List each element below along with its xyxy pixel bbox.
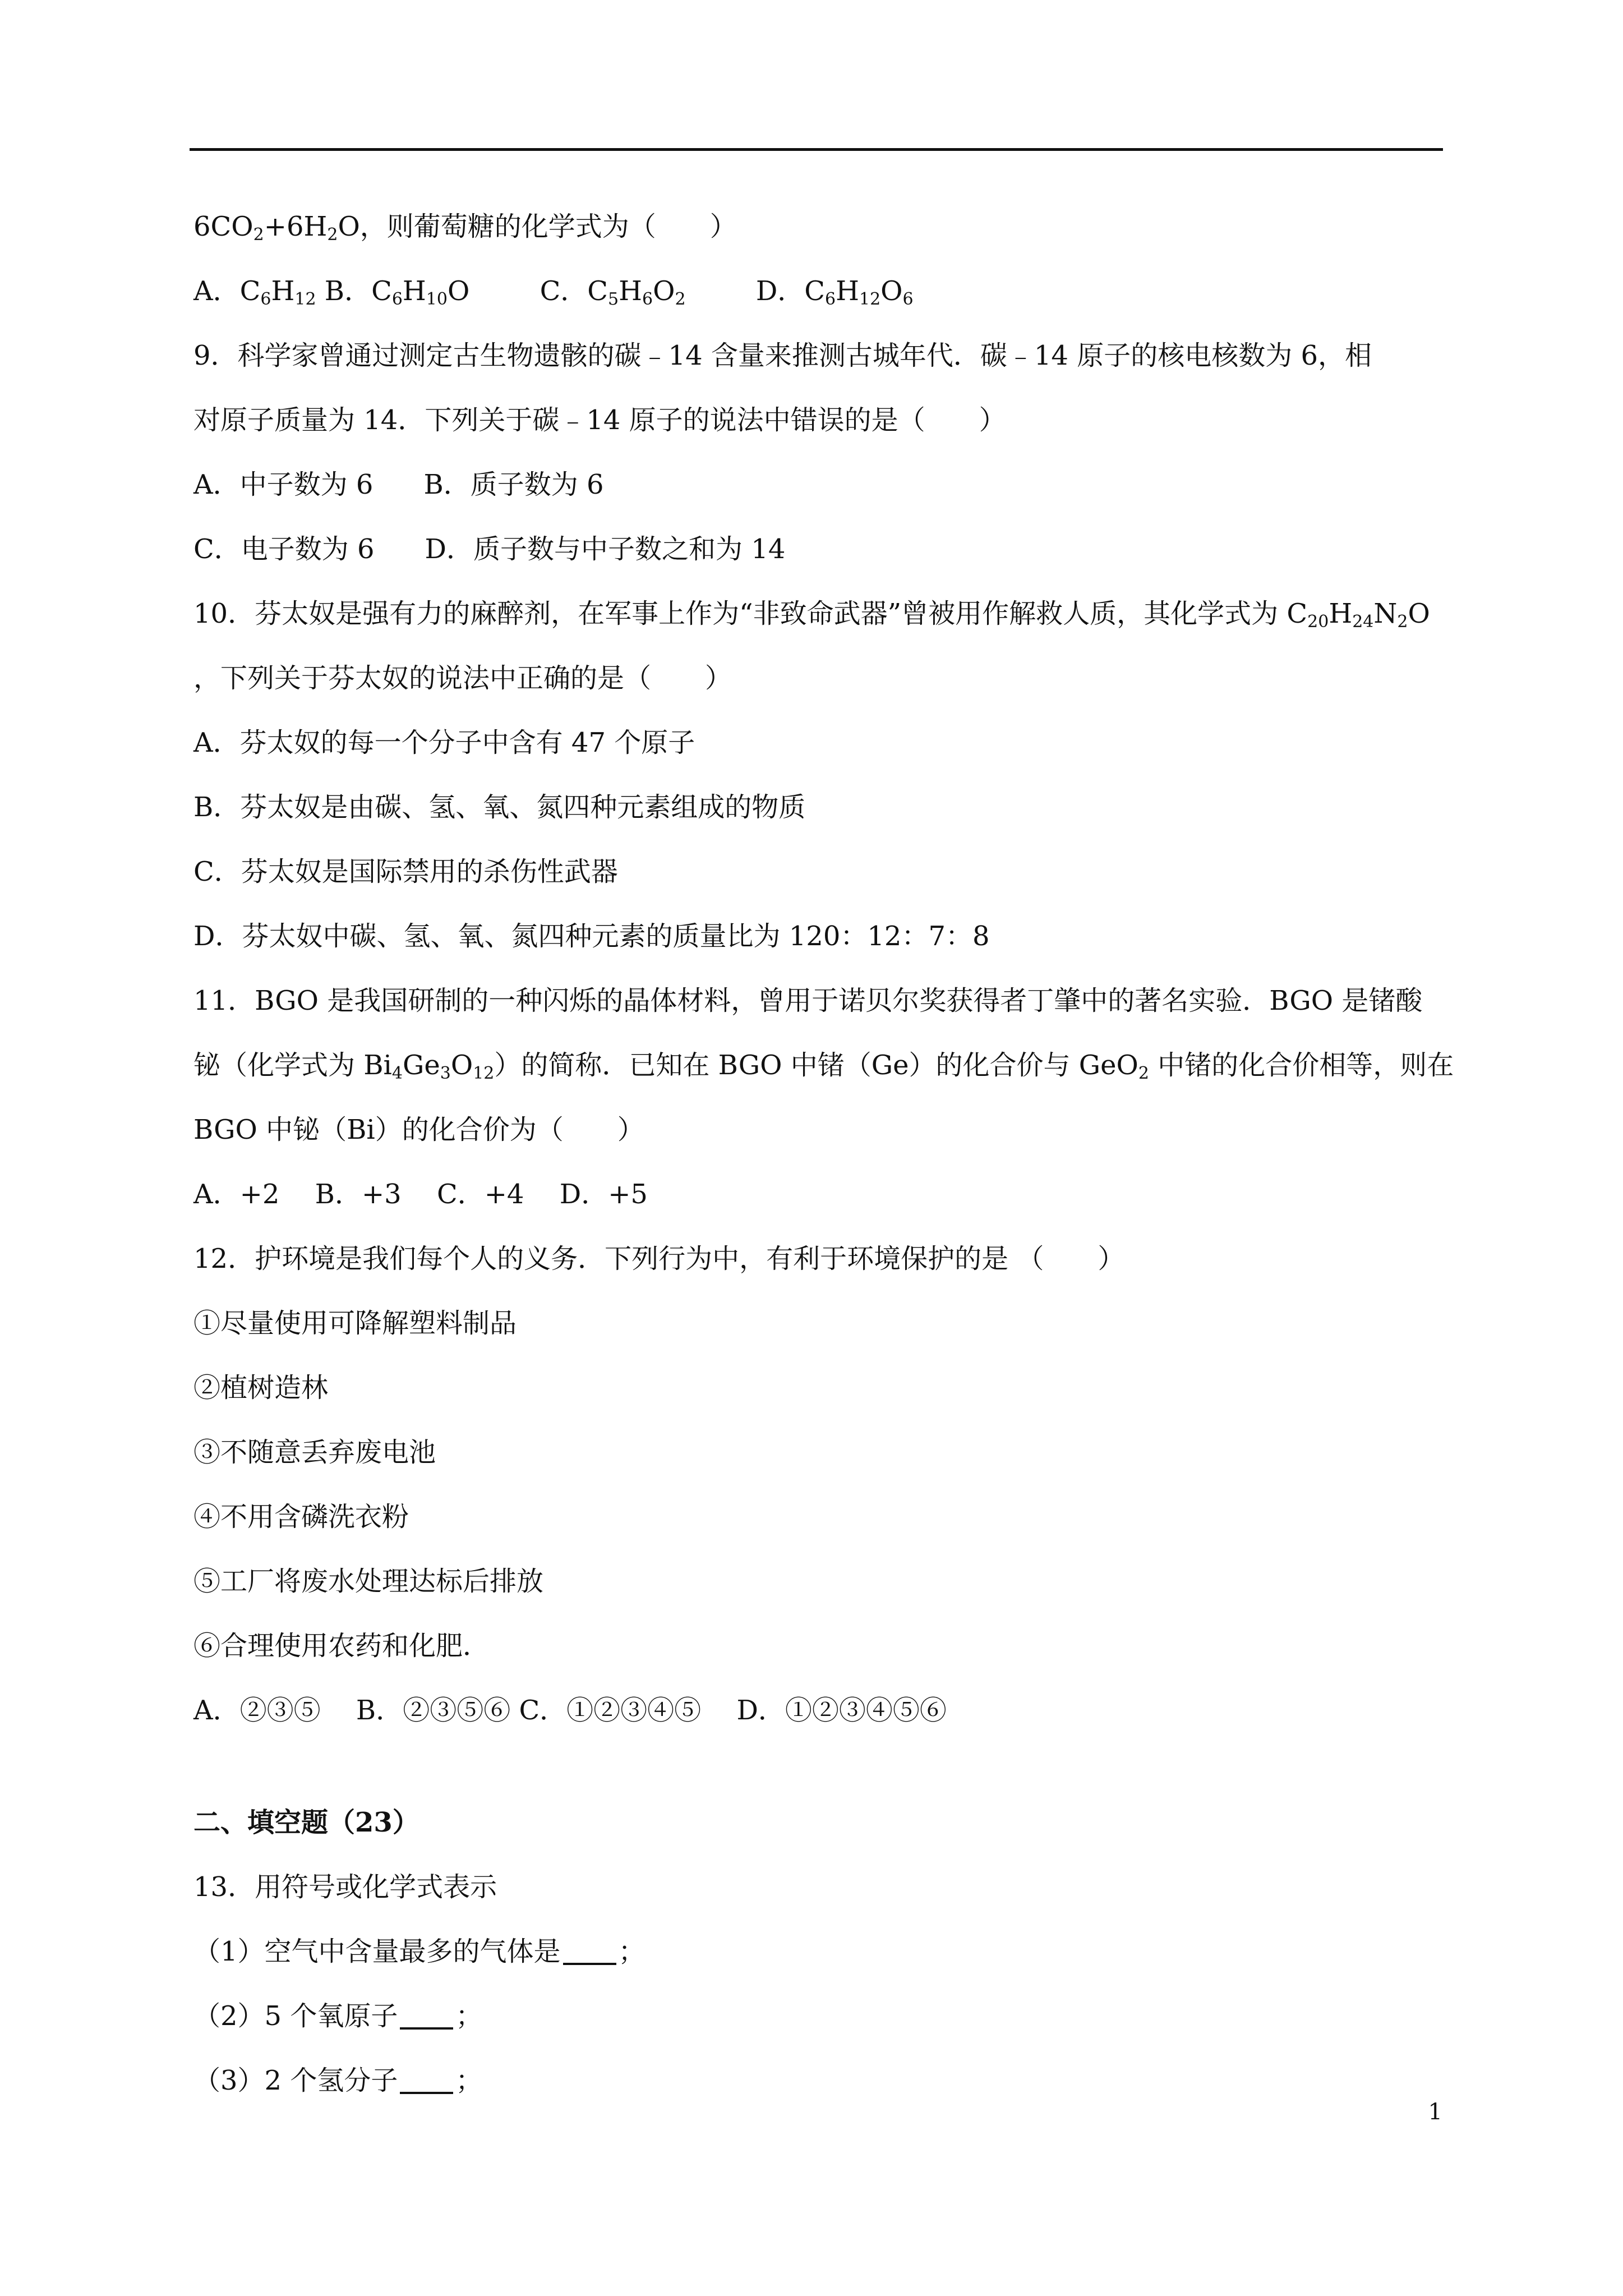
q10-option-b: B．芬太奴是由碳、氢、氧、氮四种元素组成的物质 bbox=[193, 792, 806, 823]
q13-sub2-text: （2）5 个氧原子 bbox=[193, 2000, 398, 2032]
q8-c-label: C．C bbox=[540, 275, 608, 307]
q10-f-n: N bbox=[1373, 598, 1398, 629]
q13-sub3-text: （3）2 个氢分子 bbox=[193, 2065, 398, 2096]
q13-sub1 bbox=[193, 1934, 1450, 1970]
q8-c-o: O bbox=[653, 275, 675, 307]
q8-d-o: O bbox=[880, 275, 903, 307]
q13-sub1-text: （1）空气中含量最多的气体是 bbox=[193, 1936, 561, 1967]
page-number: 1 bbox=[1428, 2099, 1442, 2125]
answer-blank[interactable] bbox=[563, 1937, 616, 1965]
q8-option-b bbox=[316, 275, 470, 307]
q11-stem-line3: BGO 中铋（Bi）的化合价为（ ） bbox=[193, 1114, 644, 1145]
q10-stem-line2: ，下列关于芬太奴的说法中正确的是（ ） bbox=[193, 662, 732, 694]
q8-b-sub2: 10 bbox=[426, 289, 448, 309]
q8-option-c bbox=[540, 275, 686, 307]
q12-item-4: ④不用含磷洗衣粉 bbox=[193, 1501, 409, 1533]
q9-option-b: B．质子数为 6 bbox=[423, 469, 604, 500]
header-rule bbox=[190, 148, 1443, 151]
q9-option-a: A．中子数为 6 bbox=[193, 469, 374, 500]
q8-c-h: H bbox=[619, 275, 642, 307]
q8-a-sub1: 6 bbox=[260, 289, 271, 309]
q10-f-h: H bbox=[1329, 598, 1353, 629]
answer-blank[interactable] bbox=[400, 2001, 453, 2030]
q8-stem-sub1: 2 bbox=[253, 225, 264, 245]
q8-b-sub1: 6 bbox=[391, 289, 403, 309]
q10-option-a: A．芬太奴的每一个分子中含有 47 个原子 bbox=[193, 727, 695, 758]
q11-line2-b: Ge bbox=[402, 1050, 440, 1081]
q9-stem-line2: 对原子质量为 14．下列关于碳﹣14 原子的说法中错误的是（ ） bbox=[193, 404, 1006, 436]
q8-c-sub3: 2 bbox=[675, 289, 686, 309]
q12-stem: 12．护环境是我们每个人的义务．下列行为中，有利于环境保护的是 （ ） bbox=[193, 1243, 1125, 1274]
q12-item-1: ①尽量使用可降解塑料制品 bbox=[193, 1308, 517, 1339]
q8-d-label: D．C bbox=[755, 275, 826, 307]
q13-sub1-end: ； bbox=[618, 1936, 645, 1967]
q12-item-3: ③不随意丢弃废电池 bbox=[193, 1437, 436, 1468]
q8-b-h: H bbox=[402, 275, 426, 307]
q9-option-c: C．电子数为 6 bbox=[193, 533, 375, 565]
q11-line2-c: O bbox=[450, 1050, 473, 1081]
q11-line2-d: ）的简称．已知在 BGO 中锗（Ge）的化合价与 GeO bbox=[494, 1050, 1138, 1081]
q11-line2-sub4: 2 bbox=[1138, 1064, 1149, 1083]
q8-d-sub3: 6 bbox=[902, 289, 914, 309]
q10-f-sub1: 20 bbox=[1307, 612, 1329, 632]
q11-options: A．+2 B．+3 C．+4 D．+5 bbox=[193, 1179, 648, 1210]
q11-line2-sub1: 4 bbox=[391, 1064, 403, 1083]
q12-item-5: ⑤工厂将废水处理达标后排放 bbox=[193, 1566, 544, 1597]
q8-d-h: H bbox=[836, 275, 859, 307]
q8-stem-prefix: 6CO bbox=[193, 211, 253, 242]
q9-options-cd bbox=[193, 531, 1450, 567]
answer-blank[interactable] bbox=[400, 2066, 453, 2094]
q8-a-sub2: 12 bbox=[294, 289, 316, 309]
q13-sub3-end: ； bbox=[455, 2065, 483, 2096]
q8-options-line bbox=[193, 273, 1450, 309]
q13-sub2-end: ； bbox=[455, 2000, 483, 2032]
q8-option-a bbox=[193, 275, 316, 307]
q11-stem-line2 bbox=[193, 1047, 1454, 1083]
q10-stem-line1 bbox=[193, 596, 1450, 632]
q8-stem-mid: +6H bbox=[264, 211, 328, 242]
q12-options: A．②③⑤ B．②③⑤⑥ C．①②③④⑤ D．①②③④⑤⑥ bbox=[193, 1695, 947, 1726]
q8-a-h: H bbox=[271, 275, 295, 307]
q12-item-2: ②植树造林 bbox=[193, 1372, 329, 1404]
section-heading: 二、填空题（23） bbox=[193, 1807, 419, 1838]
q13-stem: 13．用符号或化学式表示 bbox=[193, 1871, 497, 1903]
q10-option-d: D．芬太奴中碳、氢、氧、氮四种元素的质量比为 120：12：7：8 bbox=[193, 921, 990, 952]
q10-f-o: O bbox=[1408, 598, 1430, 629]
q10-f-sub2: 24 bbox=[1352, 612, 1374, 632]
q11-stem-line1: 11．BGO 是我国研制的一种闪烁的晶体材料，曾用于诺贝尔奖获得者丁肇中的著名实验．BGO 是锗酸 bbox=[193, 985, 1423, 1016]
q10-stem-text: 10．芬太奴是强有力的麻醉剂，在军事上作为“非致命武器”曾被用作解救人质，其化学式为 C bbox=[193, 598, 1308, 629]
q8-c-sub1: 5 bbox=[608, 289, 619, 309]
q8-stem-suffix: O，则葡萄糖的化学式为（ ） bbox=[338, 211, 737, 242]
q9-option-d: D．质子数与中子数之和为 14 bbox=[425, 533, 786, 565]
q8-b-o: O bbox=[447, 275, 470, 307]
q13-sub3 bbox=[193, 2063, 1450, 2099]
q8-a-label: A．C bbox=[193, 275, 261, 307]
q8-c-sub2: 6 bbox=[642, 289, 653, 309]
q11-line2-e: 中锗的化合价相等，则在 bbox=[1149, 1050, 1454, 1081]
q8-b-label: B．C bbox=[316, 275, 392, 307]
q11-line2-sub2: 3 bbox=[440, 1064, 451, 1083]
q10-f-sub3: 2 bbox=[1397, 612, 1408, 632]
q10-option-c: C．芬太奴是国际禁用的杀伤性武器 bbox=[193, 856, 618, 887]
q9-options-ab bbox=[193, 467, 1450, 503]
q8-stem-sub2: 2 bbox=[327, 225, 338, 245]
q9-stem-line1: 9．科学家曾通过测定古生物遗骸的碳﹣14 含量来推测古城年代．碳﹣14 原子的核电核数为 6，相 bbox=[193, 340, 1372, 371]
q8-option-d bbox=[756, 275, 914, 307]
q8-stem-line bbox=[193, 209, 1450, 245]
q8-d-sub2: 12 bbox=[859, 289, 881, 309]
q11-line2-a: 铋（化学式为 Bi bbox=[193, 1050, 392, 1081]
q13-sub2 bbox=[193, 1998, 1450, 2034]
q11-line2-sub3: 12 bbox=[473, 1064, 495, 1083]
q12-item-6: ⑥合理使用农药和化肥． bbox=[193, 1630, 490, 1662]
q8-d-sub1: 6 bbox=[825, 289, 836, 309]
